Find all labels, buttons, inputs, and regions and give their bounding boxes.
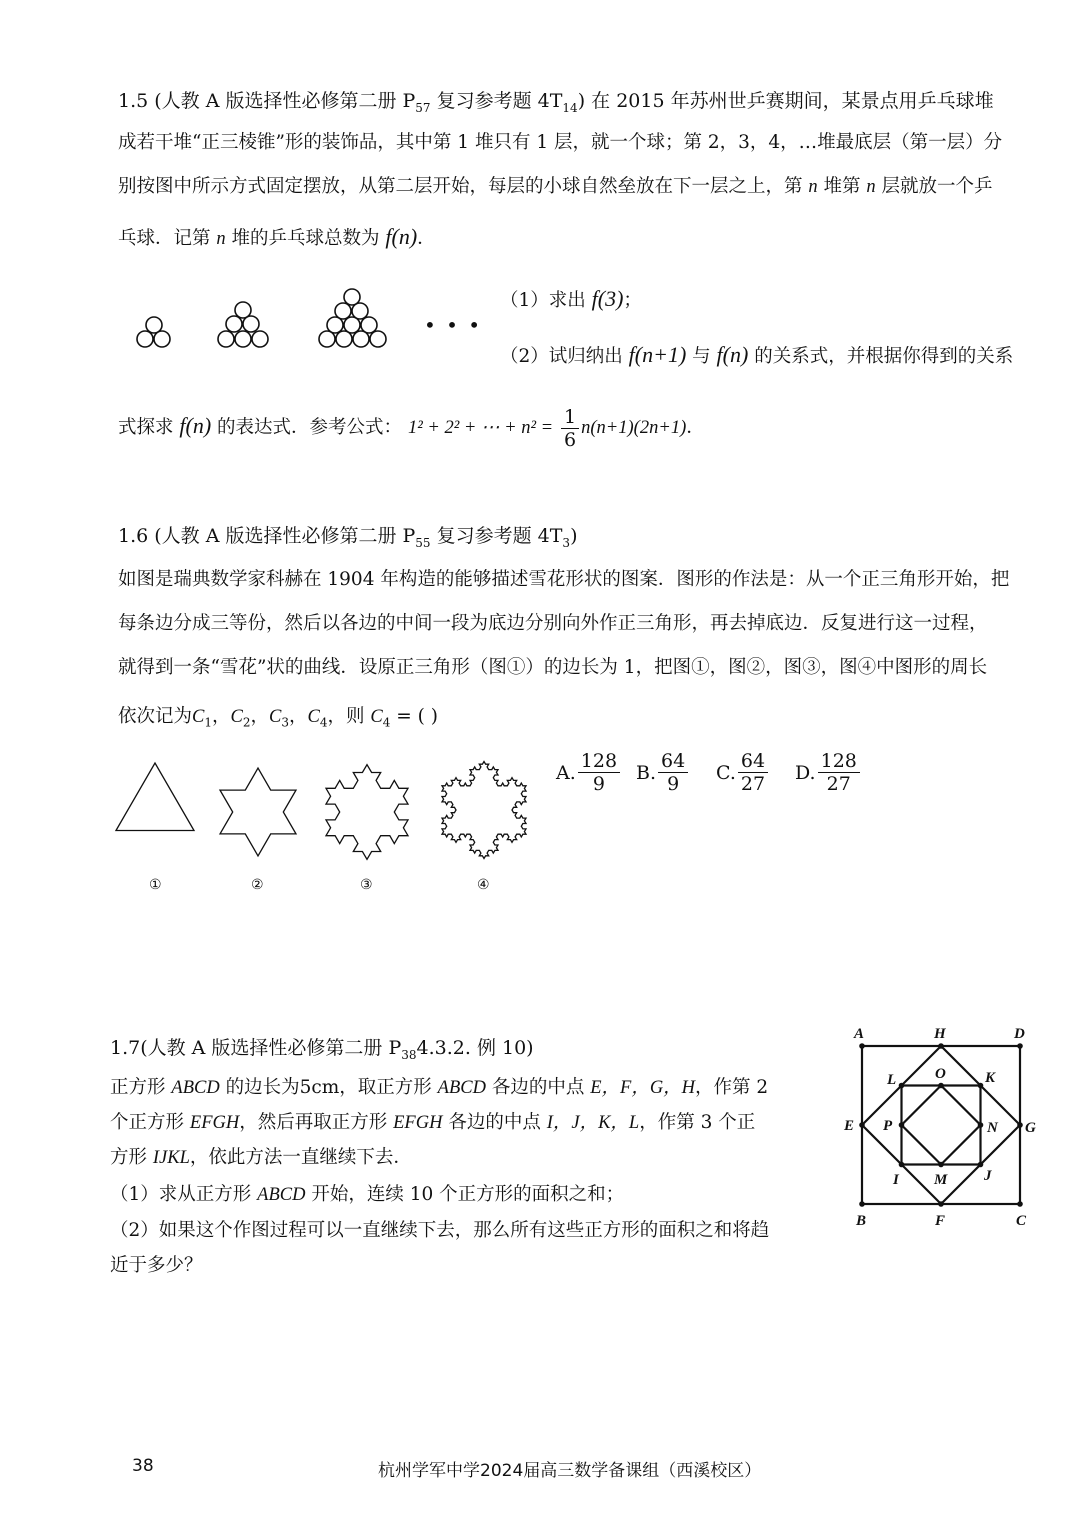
q15-var-n: n [216,229,226,249]
point-dot [1017,1122,1023,1128]
label-j: J [984,1168,992,1184]
fraction-denominator: 6 [564,428,577,451]
square-abcd: ABCD [437,1078,486,1098]
figure-label-3: ③ [360,877,373,893]
q17-line1-b: 的边长为5cm，取正方形 [219,1077,438,1098]
formula-fraction [561,406,579,451]
q17-line3-a: 方形 [110,1147,153,1168]
q16-line2: 每条边分成三等份，然后以各边的中间一段为底边分别向外作正三角形，再去掉底边．反复进行这一过程， [118,613,988,634]
label-g: G [1025,1120,1036,1136]
q17-line1-a: 正方形 [110,1077,172,1098]
var-c: C [230,707,243,727]
q16-line4-b: ，则 [327,706,371,727]
point-dot [1017,1043,1023,1049]
q17-heading [110,1035,534,1068]
var-c: C [192,707,205,727]
q17-line3-b: ，依此方法一直继续下去． [189,1147,412,1168]
q15-heading-mid: 复习参考题 4T [430,90,563,112]
ball [252,331,268,347]
q15-last-b: 的表达式．参考公式： [211,417,403,438]
square-mnop-shape [902,1086,981,1165]
point-dot [978,1162,984,1168]
option-fraction [818,750,860,795]
point-dot [938,1083,944,1089]
q15-f-n: f(n) [716,342,749,367]
q15-line3-c: 层就放一个乒 [875,176,993,197]
option-a[interactable] [556,750,622,795]
q15-f-n: f(n) [385,224,418,249]
q17-line1 [110,1075,768,1101]
sub-3: 3 [281,715,289,730]
q16-line4 [118,704,438,736]
point-dot [938,1162,944,1168]
point-dot [859,1043,865,1049]
q17-line2-c: 各边的中点 [442,1112,547,1133]
q15-f-n: f(n) [179,413,212,438]
point-dot [859,1122,865,1128]
ball [154,331,170,347]
q15-var-n: n [866,177,876,197]
square-abcd: ABCD [171,1078,220,1098]
q17-line1-c: 各边的中点 [485,1077,591,1098]
fraction-numerator: 128 [818,750,860,773]
option-label: D. [795,761,816,784]
q17-heading-text: 1.7(人教 A 版选择性必修第二册 P [110,1037,402,1059]
footer-school: 杭州学军中学2024届高三数学备课组（西溪校区） [378,1461,762,1481]
q17-part3: 近于多少？ [110,1255,203,1276]
q15-f-3: f(3) [591,286,624,311]
sub-4: 4 [319,715,328,730]
q16-heading [118,523,577,556]
option-b[interactable] [636,750,690,795]
q17-line3 [110,1145,412,1171]
midpoints-efgh: E，F，G，H [590,1078,696,1098]
q17-heading-end: 4.3.2. 例 10) [416,1037,534,1059]
var-c: C [370,707,383,727]
label-i: I [893,1172,899,1188]
square-ijkl-shape [902,1086,981,1165]
sub-1: 1 [204,715,212,730]
page-number: 38 [132,1456,154,1476]
label-f: F [935,1213,946,1229]
midpoints-ijkl: I，J，K，L [546,1113,640,1133]
point-dot [978,1083,984,1089]
label-b: B [856,1213,867,1229]
ball [319,331,335,347]
point-dot [938,1043,944,1049]
ball [370,331,386,347]
q17-page-sub: 38 [401,1047,417,1062]
point-dot [899,1083,905,1089]
option-fraction [658,750,688,795]
q16-line4-a: 依次记为 [118,706,193,727]
figure-label-2: ② [251,877,264,893]
q15-f-n-plus-1: f(n+1) [628,342,687,367]
ball [336,331,352,347]
point-dot [938,1201,944,1207]
point-dot [978,1122,984,1128]
fraction-numerator: 128 [578,750,620,773]
figure-label-1: ① [149,877,162,893]
q17-part2: （2）如果这个作图过程可以一直继续下去，那么所有这些正方形的面积之和将趋 [110,1220,770,1241]
label-d: D [1014,1026,1025,1042]
q15-line4-end: ． [417,228,436,249]
q15-part1-end: ； [623,290,642,311]
option-fraction [738,750,768,795]
q17-line2 [110,1110,755,1136]
q15-line2: 成若干堆“正三棱锥”形的装饰品，其中第 1 堆只有 1 层，就一个球；第 2，3，4，…堆最底层（第一层）分 [118,132,1003,153]
label-o: O [935,1066,946,1082]
q15-heading-text: 1.5 (人教 A 版选择性必修第二册 P [118,90,416,112]
q15-line4-b: 堆的乒乓球总数为 [225,228,386,249]
figure-label-4: ④ [477,877,490,893]
option-label: B. [636,761,657,784]
square-ijkl: IJKL [152,1148,190,1168]
q15-formula-line [118,402,705,452]
fraction-denominator: 27 [826,773,851,795]
q15-line4-a: 乓球．记第 [118,228,217,249]
square-efgh: EFGH [393,1113,443,1133]
q15-page-sub: 57 [415,100,431,115]
formula-rhs: n(n+1)(2n+1) [581,418,687,438]
q15-line4 [118,224,436,252]
option-d[interactable] [795,750,862,795]
q15-exercise-sub: 14 [562,100,578,115]
label-c: C [1016,1213,1027,1229]
point-dot [899,1122,905,1128]
ball [235,331,251,347]
q15-part2-end: 的关系式，并根据你得到的关系 [748,346,1014,367]
ball [137,331,153,347]
q16-exercise-sub: 3 [562,535,571,550]
label-p: P [883,1118,893,1134]
q15-line3 [118,174,993,200]
q15-line3-a: 别按图中所示方式固定摆放，从第二层开始，每层的小球自然垒放在下一层之上，第 [118,176,809,197]
q17-line2-d: ，作第 3 个正 [639,1112,756,1133]
nested-squares-diagram [838,1018,1048,1233]
comma: ， [250,706,270,727]
sub-2: 2 [242,715,251,730]
point-dot [899,1162,905,1168]
q17-part1-a: （1）求从正方形 [110,1184,258,1205]
q15-part2-mid: 与 [686,346,717,367]
formula-lhs: 1² + 2² + ⋯ + n² = [407,418,554,438]
fraction-denominator: 9 [667,773,680,795]
var-c: C [307,707,320,727]
fraction-numerator: 1 [561,406,579,429]
fraction-denominator: 27 [740,773,766,795]
square-abcd: ABCD [257,1185,306,1205]
fraction-numerator: 64 [658,750,688,773]
q16-line3: 就得到一条“雪花”状的曲线．设原正三角形（图①）的边长为 1，把图①，图②，图③，图④中图形的周长 [118,657,988,678]
option-c[interactable] [716,750,770,795]
q16-heading-end: ) [570,525,578,547]
fraction-denominator: 9 [592,773,605,795]
formula-end: ． [686,417,705,438]
q17-part1-b: 开始，连续 10 个正方形的面积之和； [305,1184,625,1205]
label-n: N [987,1120,998,1136]
q17-line2-b: ，然后再取正方形 [239,1112,394,1133]
option-label: C. [716,761,736,784]
q15-line3-b: 堆第 [817,176,867,197]
square-efgh: EFGH [189,1113,240,1133]
koch-figure-3 [326,765,408,860]
label-e: E [844,1118,855,1134]
point-dot [1017,1201,1023,1207]
label-m: M [934,1172,948,1188]
fraction-numerator: 64 [738,750,768,773]
q17-line2-a: 个正方形 [110,1112,190,1133]
koch-figure-2 [220,768,296,856]
comma: ， [289,706,308,727]
ball [243,316,259,332]
point-dot [859,1201,865,1207]
ball [218,331,234,347]
q15-last-a: 式探求 [118,417,180,438]
q16-line1: 如图是瑞典数学家科赫在 1904 年构造的能够描述雪花形状的图案．图形的作法是：从一个正三角形开始，把 [118,569,1010,590]
q16-line4-end: = ( ) [390,706,438,727]
q15-heading [118,88,994,121]
ball [353,331,369,347]
q15-heading-tail: ) 在 2015 年苏州世乒赛期间，某景点用乒乓球堆 [577,90,994,112]
q15-var-n: n [808,177,818,197]
q15-part1 [500,286,642,314]
sub-4: 4 [382,715,391,730]
q17-line1-d: ，作第 2 [695,1077,769,1098]
q15-part1-text: （1）求出 [500,290,592,311]
label-h: H [934,1026,946,1042]
q16-heading-mid: 复习参考题 4T [430,525,563,547]
q17-part1 [110,1182,624,1208]
q16-page-sub: 55 [415,535,431,550]
var-c: C [269,707,282,727]
ball [226,316,242,332]
ellipsis-dots: • • • [424,313,483,337]
option-label: A. [556,761,576,784]
koch-figure-1 [116,763,194,831]
q16-heading-text: 1.6 (人教 A 版选择性必修第二册 P [118,525,416,547]
label-l: L [887,1072,897,1088]
option-fraction [578,750,620,795]
koch-figure-4 [442,762,526,859]
q15-part2-text: （2）试归纳出 [500,346,629,367]
label-k: K [985,1070,996,1086]
comma: ， [212,706,231,727]
label-a: A [854,1026,865,1042]
q15-part2 [500,342,1013,370]
